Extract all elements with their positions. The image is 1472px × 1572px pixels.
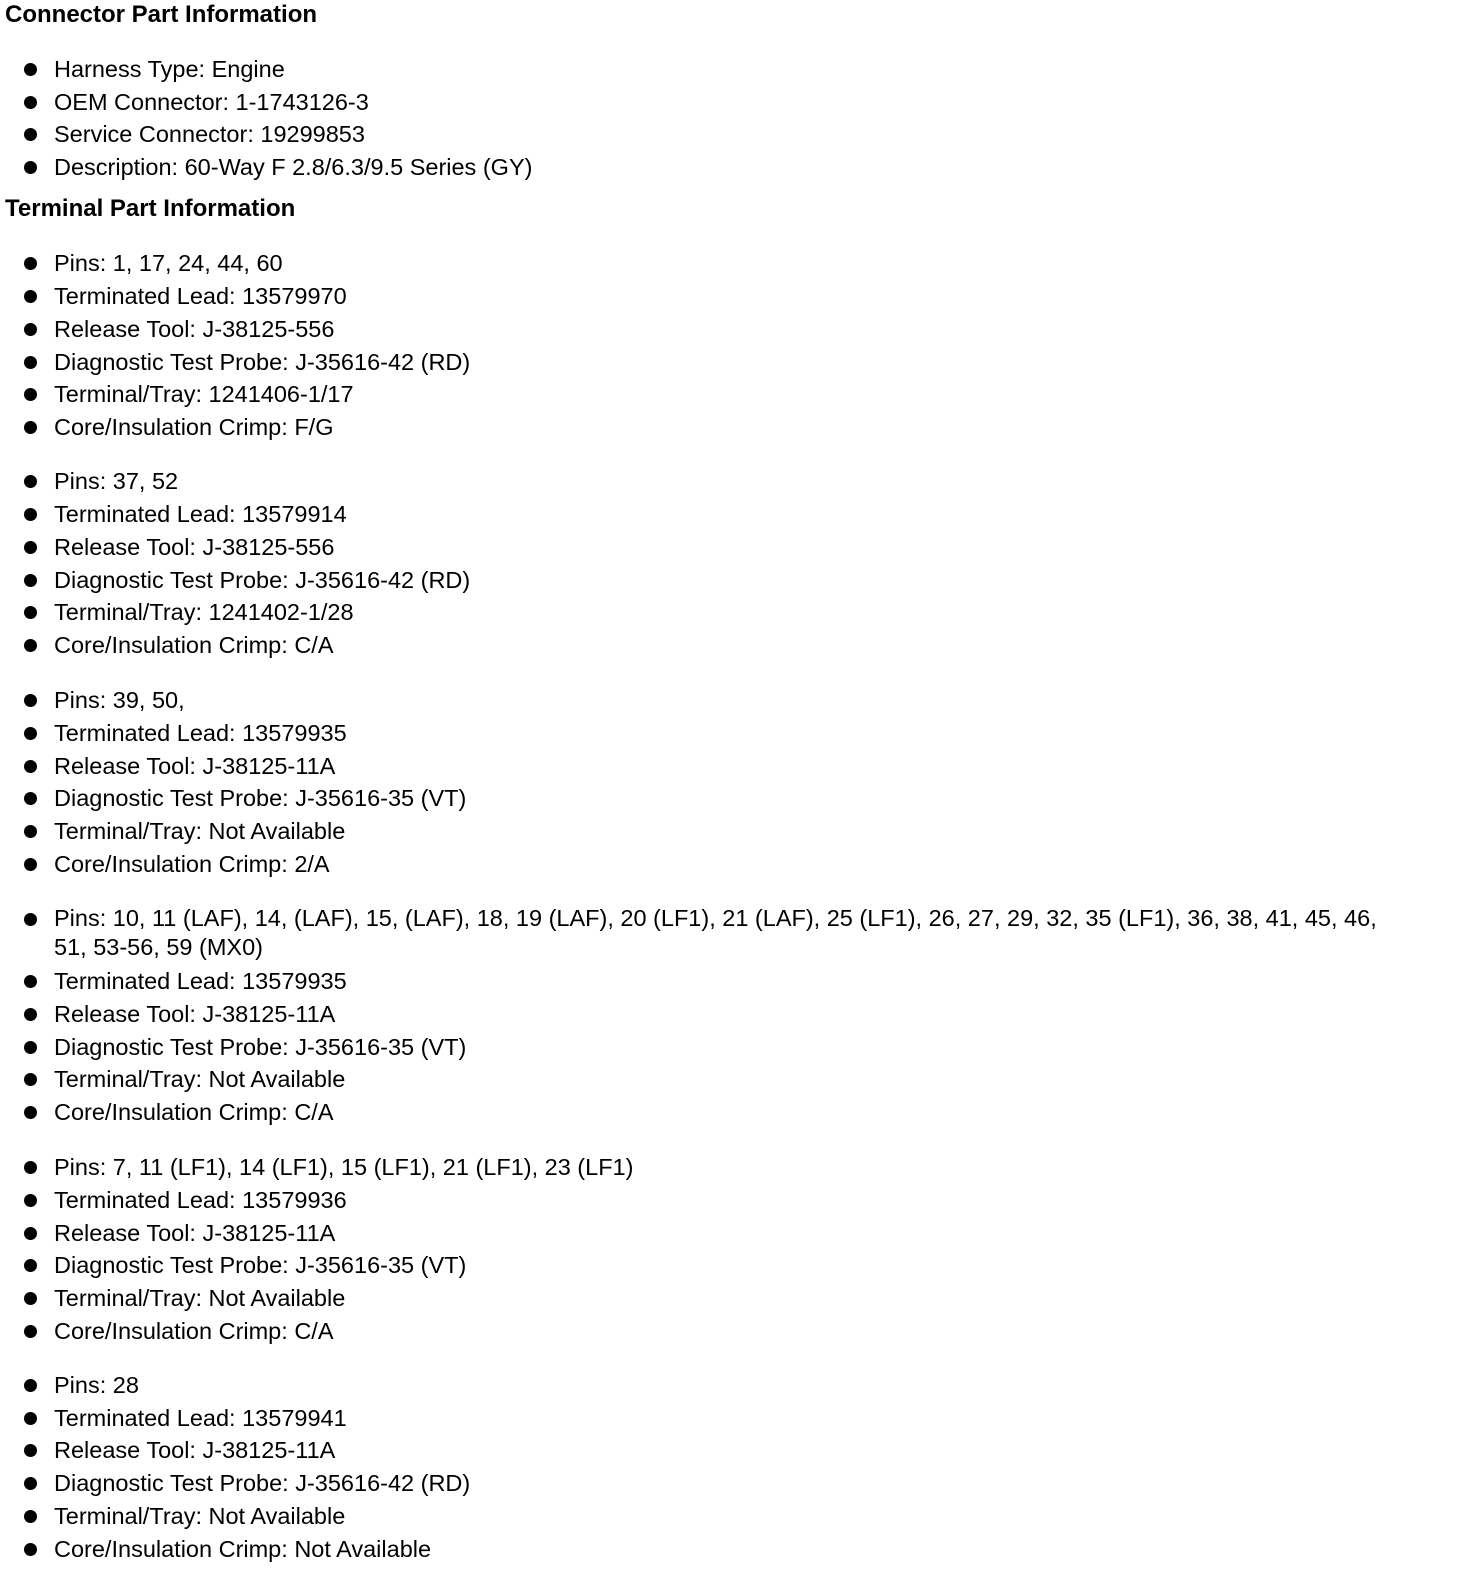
bullet-icon xyxy=(24,639,37,652)
list-item: Release Tool: J-38125-11A xyxy=(0,1217,335,1249)
bullet-icon xyxy=(24,574,37,587)
bullet-icon xyxy=(24,1227,37,1240)
bullet-icon xyxy=(24,975,37,988)
bullet-icon xyxy=(24,421,37,434)
bullet-icon xyxy=(24,1412,37,1425)
list-item: Terminal/Tray: 1241406-1/17 xyxy=(0,378,354,410)
list-item: Core/Insulation Crimp: C/A xyxy=(0,1315,334,1347)
bullet-icon xyxy=(24,388,37,401)
bullet-icon xyxy=(24,1543,37,1556)
list-item: Core/Insulation Crimp: 2/A xyxy=(0,848,330,880)
list-item: Terminal/Tray: 1241402-1/28 xyxy=(0,596,354,628)
bullet-icon xyxy=(24,290,37,303)
bullet-icon xyxy=(24,1073,37,1086)
bullet-icon xyxy=(24,760,37,773)
bullet-icon xyxy=(24,1259,37,1272)
bullet-icon xyxy=(24,1008,37,1021)
bullet-icon xyxy=(24,1292,37,1305)
bullet-icon xyxy=(24,475,37,488)
list-item: Pins: 7, 11 (LF1), 14 (LF1), 15 (LF1), 21 (LF1), 23 (LF1) xyxy=(0,1151,633,1183)
list-item: Core/Insulation Crimp: F/G xyxy=(0,411,333,443)
bullet-icon xyxy=(24,1477,37,1490)
list-item: Core/Insulation Crimp: C/A xyxy=(0,629,334,661)
bullet-icon xyxy=(24,1444,37,1457)
list-item: Diagnostic Test Probe: J-35616-35 (VT) xyxy=(0,782,466,814)
list-item: Terminated Lead: 13579941 xyxy=(0,1402,347,1434)
list-item: Terminal/Tray: Not Available xyxy=(0,1282,345,1314)
bullet-icon xyxy=(24,128,37,141)
bullet-icon xyxy=(24,541,37,554)
connector-heading: Connector Part Information xyxy=(5,1,318,28)
list-item: Diagnostic Test Probe: J-35616-35 (VT) xyxy=(0,1031,466,1063)
bullet-icon xyxy=(24,161,37,174)
list-item: Service Connector: 19299853 xyxy=(0,118,365,150)
list-item: Diagnostic Test Probe: J-35616-35 (VT) xyxy=(0,1249,466,1281)
terminal-heading: Terminal Part Information xyxy=(5,195,296,222)
list-item: Diagnostic Test Probe: J-35616-42 (RD) xyxy=(0,1467,470,1499)
bullet-icon xyxy=(24,1379,37,1392)
list-item: Terminated Lead: 13579914 xyxy=(0,498,347,530)
bullet-icon xyxy=(24,323,37,336)
bullet-icon xyxy=(24,792,37,805)
bullet-icon xyxy=(24,606,37,619)
list-item: Harness Type: Engine xyxy=(0,53,285,85)
list-item: Release Tool: J-38125-11A xyxy=(0,1434,335,1466)
list-item: Release Tool: J-38125-11A xyxy=(0,998,335,1030)
list-item: Core/Insulation Crimp: C/A xyxy=(0,1096,334,1128)
list-item: Diagnostic Test Probe: J-35616-42 (RD) xyxy=(0,346,470,378)
list-item: Release Tool: J-38125-556 xyxy=(0,313,334,345)
bullet-icon xyxy=(24,1106,37,1119)
list-item: Pins: 1, 17, 24, 44, 60 xyxy=(0,247,283,279)
list-item: Terminated Lead: 13579936 xyxy=(0,1184,347,1216)
list-item: Terminated Lead: 13579935 xyxy=(0,717,347,749)
list-item: Release Tool: J-38125-556 xyxy=(0,531,334,563)
bullet-icon xyxy=(24,508,37,521)
bullet-icon xyxy=(24,356,37,369)
list-item: Terminated Lead: 13579970 xyxy=(0,280,347,312)
list-item: Pins: 37, 52 xyxy=(0,465,178,497)
list-item: OEM Connector: 1-1743126-3 xyxy=(0,86,369,118)
bullet-icon xyxy=(24,694,37,707)
bullet-icon xyxy=(24,858,37,871)
bullet-icon xyxy=(24,1041,37,1054)
list-item: Terminal/Tray: Not Available xyxy=(0,815,345,847)
bullet-icon xyxy=(24,257,37,270)
list-item: Pins: 39, 50, xyxy=(0,684,185,716)
list-item: Pins: 10, 11 (LAF), 14, (LAF), 15, (LAF), 18, 19 (LAF), 20 (LF1), 21 (LAF), 25 (LF1), 26, 27, 29, 32, 35 (LF1), 36, 38, 41, 45, 46, 51, 53-56, 59 (MX0) xyxy=(0,904,1410,962)
bullet-icon xyxy=(24,913,37,926)
list-item: Terminal/Tray: Not Available xyxy=(0,1063,345,1095)
bullet-icon xyxy=(24,825,37,838)
list-item: Terminal/Tray: Not Available xyxy=(0,1500,345,1532)
bullet-icon xyxy=(24,1161,37,1174)
bullet-icon xyxy=(24,727,37,740)
list-item: Terminated Lead: 13579935 xyxy=(0,965,347,997)
bullet-icon xyxy=(24,63,37,76)
list-item: Release Tool: J-38125-11A xyxy=(0,750,335,782)
list-item: Core/Insulation Crimp: Not Available xyxy=(0,1533,431,1565)
list-item: Diagnostic Test Probe: J-35616-42 (RD) xyxy=(0,564,470,596)
bullet-icon xyxy=(24,96,37,109)
list-item: Description: 60-Way F 2.8/6.3/9.5 Series (GY) xyxy=(0,151,532,183)
bullet-icon xyxy=(24,1194,37,1207)
list-item: Pins: 28 xyxy=(0,1369,139,1401)
bullet-icon xyxy=(24,1510,37,1523)
bullet-icon xyxy=(24,1325,37,1338)
